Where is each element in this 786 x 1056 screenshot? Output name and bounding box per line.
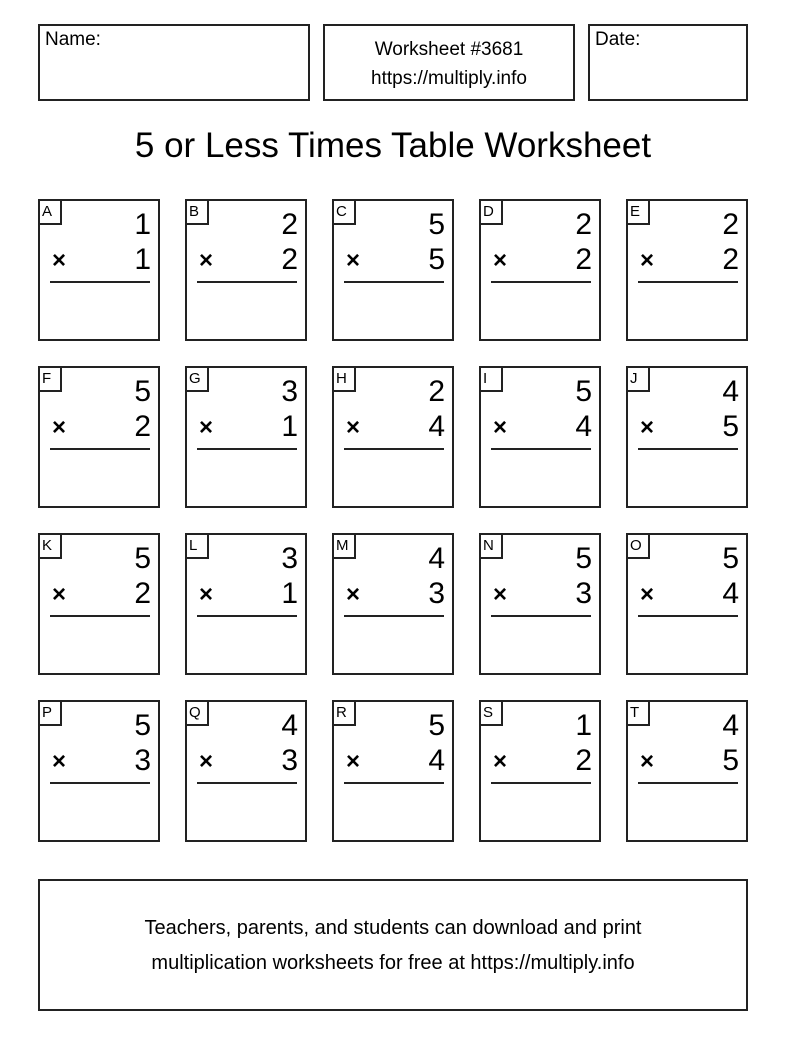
multiplier: 1 (134, 243, 151, 276)
problem-card-i (479, 366, 601, 508)
name-label: Name: (45, 29, 101, 50)
problem-letter: R (332, 700, 356, 726)
answer-line (50, 281, 150, 283)
multiplicand: 5 (575, 375, 592, 408)
problem-card-j (626, 366, 748, 508)
problem-letter: N (479, 533, 503, 559)
multiplier: 5 (722, 410, 739, 443)
multiplicand: 5 (575, 542, 592, 575)
problem-card-r (332, 700, 454, 842)
problem-card-s (479, 700, 601, 842)
problem-letter: K (38, 533, 62, 559)
problem-letter: C (332, 199, 356, 225)
multiplicand: 4 (722, 375, 739, 408)
answer-line (344, 281, 444, 283)
problem-letter: S (479, 700, 503, 726)
problem-letter: L (185, 533, 209, 559)
multiply-sign-icon: × (493, 581, 508, 608)
multiplicand: 5 (722, 542, 739, 575)
problem-card-n (479, 533, 601, 675)
footer-note (38, 879, 748, 1011)
multiplier: 4 (428, 744, 445, 777)
problem-card-g (185, 366, 307, 508)
multiplicand: 4 (428, 542, 445, 575)
problem-letter: I (479, 366, 503, 392)
multiplier: 2 (722, 243, 739, 276)
problem-letter: O (626, 533, 650, 559)
multiply-sign-icon: × (493, 748, 508, 775)
multiply-sign-icon: × (199, 247, 214, 274)
footer-line-2: multiplication worksheets for free at https://multiply.info (151, 952, 635, 974)
multiplier: 2 (575, 243, 592, 276)
multiplier: 5 (428, 243, 445, 276)
problem-card-k (38, 533, 160, 675)
multiplicand: 5 (134, 542, 151, 575)
multiplicand: 1 (575, 709, 592, 742)
multiply-sign-icon: × (493, 247, 508, 274)
multiplicand: 5 (428, 208, 445, 241)
multiplicand: 3 (281, 542, 298, 575)
multiply-sign-icon: × (52, 581, 67, 608)
worksheet-url: https://multiply.info (371, 68, 527, 89)
problem-card-l (185, 533, 307, 675)
answer-line (491, 615, 591, 617)
worksheet-info-box (323, 24, 575, 101)
multiplicand: 1 (134, 208, 151, 241)
multiplicand: 2 (281, 208, 298, 241)
problem-card-e (626, 199, 748, 341)
name-field[interactable] (38, 24, 310, 101)
problem-card-t (626, 700, 748, 842)
problem-letter: D (479, 199, 503, 225)
multiply-sign-icon: × (346, 581, 361, 608)
problem-card-p (38, 700, 160, 842)
multiplier: 3 (134, 744, 151, 777)
problem-letter: M (332, 533, 356, 559)
multiplier: 3 (575, 577, 592, 610)
multiplicand: 5 (134, 709, 151, 742)
problem-card-b (185, 199, 307, 341)
worksheet-number: Worksheet #3681 (374, 39, 524, 60)
multiplier: 2 (134, 577, 151, 610)
problem-card-h (332, 366, 454, 508)
multiplicand: 3 (281, 375, 298, 408)
footer-line-1: Teachers, parents, and students can download and print (144, 917, 642, 939)
problem-card-a (38, 199, 160, 341)
multiplicand: 5 (428, 709, 445, 742)
multiply-sign-icon: × (52, 247, 67, 274)
multiplier: 4 (575, 410, 592, 443)
multiply-sign-icon: × (346, 247, 361, 274)
problem-letter: G (185, 366, 209, 392)
answer-line (50, 615, 150, 617)
multiplicand: 2 (428, 375, 445, 408)
date-label: Date: (595, 29, 641, 50)
multiply-sign-icon: × (640, 581, 655, 608)
answer-line (197, 448, 297, 450)
multiplier: 2 (575, 744, 592, 777)
multiplier: 2 (281, 243, 298, 276)
multiply-sign-icon: × (52, 414, 67, 441)
multiplicand: 2 (575, 208, 592, 241)
multiply-sign-icon: × (199, 581, 214, 608)
problem-card-f (38, 366, 160, 508)
problem-card-c (332, 199, 454, 341)
answer-line (344, 615, 444, 617)
answer-line (638, 615, 738, 617)
problem-letter: F (38, 366, 62, 392)
multiply-sign-icon: × (493, 414, 508, 441)
date-field[interactable] (588, 24, 748, 101)
answer-line (344, 782, 444, 784)
answer-line (491, 448, 591, 450)
problem-letter: H (332, 366, 356, 392)
multiplicand: 5 (134, 375, 151, 408)
problem-letter: B (185, 199, 209, 225)
problem-letter: Q (185, 700, 209, 726)
multiply-sign-icon: × (640, 414, 655, 441)
multiply-sign-icon: × (199, 414, 214, 441)
multiply-sign-icon: × (346, 414, 361, 441)
answer-line (197, 782, 297, 784)
multiplier: 2 (134, 410, 151, 443)
answer-line (491, 782, 591, 784)
multiplicand: 4 (722, 709, 739, 742)
answer-line (344, 448, 444, 450)
answer-line (197, 615, 297, 617)
problem-card-d (479, 199, 601, 341)
multiply-sign-icon: × (346, 748, 361, 775)
multiply-sign-icon: × (640, 247, 655, 274)
page-title: 5 or Less Times Table Worksheet (134, 126, 652, 165)
problem-letter: A (38, 199, 62, 225)
multiplier: 1 (281, 577, 298, 610)
multiplicand: 2 (722, 208, 739, 241)
problem-card-m (332, 533, 454, 675)
multiply-sign-icon: × (640, 748, 655, 775)
multiplier: 3 (281, 744, 298, 777)
answer-line (638, 448, 738, 450)
answer-line (491, 281, 591, 283)
answer-line (638, 782, 738, 784)
problem-letter: T (626, 700, 650, 726)
answer-line (197, 281, 297, 283)
problem-letter: P (38, 700, 62, 726)
answer-line (638, 281, 738, 283)
multiplier: 4 (722, 577, 739, 610)
problem-card-o (626, 533, 748, 675)
multiplicand: 4 (281, 709, 298, 742)
multiply-sign-icon: × (199, 748, 214, 775)
multiplier: 1 (281, 410, 298, 443)
problem-card-q (185, 700, 307, 842)
multiplier: 3 (428, 577, 445, 610)
multiplier: 4 (428, 410, 445, 443)
multiply-sign-icon: × (52, 748, 67, 775)
answer-line (50, 782, 150, 784)
problem-letter: J (626, 366, 650, 392)
problem-letter: E (626, 199, 650, 225)
answer-line (50, 448, 150, 450)
multiplier: 5 (722, 744, 739, 777)
